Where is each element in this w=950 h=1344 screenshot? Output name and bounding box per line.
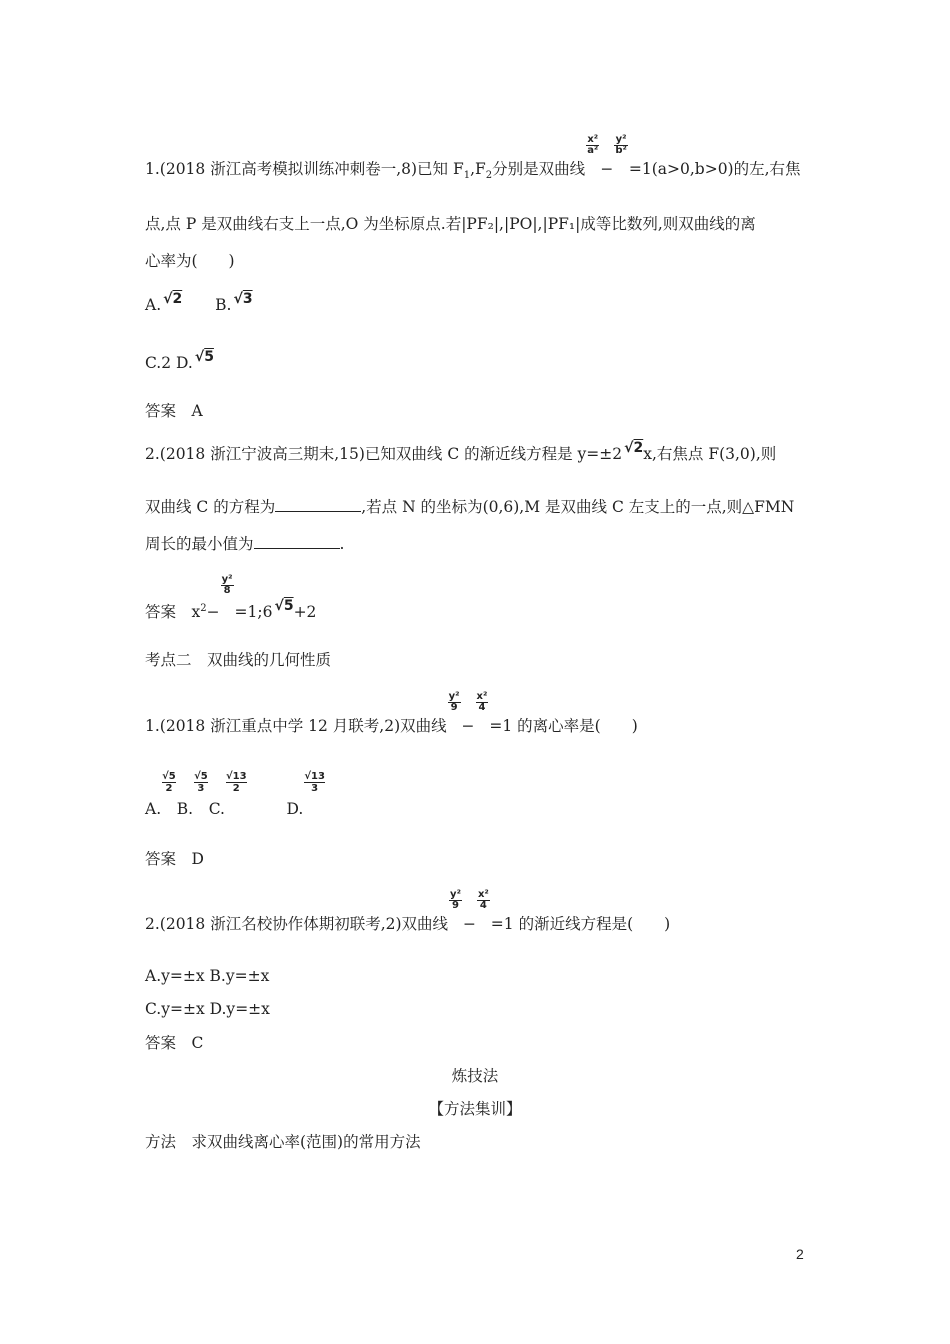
- fill-blank: [254, 534, 340, 549]
- q3-answer: 答案 D: [145, 850, 204, 868]
- q2-line3: 周长的最小值为 .: [145, 535, 345, 553]
- q2-line1: 2.(2018 浙江宁波高三期末,15)已知双曲线 C 的渐近线方程是 y=±2 √2x,右焦点 F(3,0),则: [145, 440, 777, 463]
- fraction-option-c: $\frac{√13}{2}$: [225, 771, 247, 794]
- fraction-x2-4: $\frac{\text{x²}}{4}$: [476, 691, 488, 713]
- heading-center: 炼技法: [451, 1067, 499, 1085]
- q4-options-cd: C.y=±x D.y=±x: [145, 1000, 270, 1018]
- fraction-option-d: $\frac{√13}{3}$: [304, 771, 325, 794]
- fraction-option-b: $\frac{√5}{3}$: [194, 771, 208, 794]
- heading-sub: 【方法集训】: [428, 1100, 522, 1118]
- q4-options-ab: A.y=±x B.y=±x: [145, 967, 270, 985]
- sqrt-symbol: √2: [624, 440, 644, 456]
- q4-answer: 答案 C: [145, 1034, 204, 1052]
- fraction-x2-a2: $\frac{\text{x²}}{\text{a²}}$: [587, 134, 599, 156]
- fraction-y2-b2: $\frac{\text{y²}}{\text{b²}}$: [615, 134, 627, 156]
- q3-line: 1.(2018 浙江重点中学 12 月联考,2)双曲线 $\frac{\text{y²}}{9}$ − $\frac{\text{x²}}{4}$ =1 的离心率是( ): [145, 691, 638, 735]
- q4-line: 2.(2018 浙江名校协作体期初联考,2)双曲线 $\frac{\text{y²}}{9}$ − $\frac{\text{x²}}{4}$ =1 的渐近线方程是( ): [145, 889, 671, 933]
- q1-options-cd: C.2 D. √5: [145, 349, 214, 372]
- fraction-x2-4: $\frac{\text{x²}}{4}$: [477, 889, 489, 911]
- sqrt-symbol: √5: [274, 598, 294, 615]
- sqrt-symbol: √3: [233, 291, 253, 307]
- page-number: 2: [796, 1246, 804, 1262]
- section-heading: 考点二 双曲线的几何性质: [145, 651, 332, 669]
- fraction-y2-9: $\frac{\text{y²}}{9}$: [448, 691, 460, 713]
- method-line: 方法 求双曲线离心率(范围)的常用方法: [145, 1133, 421, 1151]
- q1-options-ab: A. √2 B. √3: [145, 291, 253, 314]
- fraction-y2-8: $\frac{\text{y²}}{8}$: [221, 574, 233, 596]
- q1-line2: 点,点 P 是双曲线右支上一点,O 为坐标原点.若|PF₂|,|PO|,|PF₁|成等比数列,则双曲线的离: [145, 215, 756, 233]
- fraction-y2-9: $\frac{\text{y²}}{9}$: [450, 889, 461, 911]
- q1-answer: 答案 A: [145, 402, 203, 420]
- q3-options: A. $\frac{√5}{2}B$. $\frac{√5}{3}C$. $\frac{√13}{2} D$. $\frac{√13}{3}$: [145, 771, 325, 818]
- q2-line2: 双曲线 C 的方程为 ,若点 N 的坐标为(0,6),M 是双曲线 C 左支上的一点,则△FMN: [145, 498, 795, 516]
- sqrt-symbol: √2: [163, 291, 183, 307]
- q2-answer: 答案 $x^2-$ $\frac{\text{y²}}{8}$ =1;6 √5+2: [145, 574, 317, 622]
- q1-line3: 心率为( ): [145, 252, 235, 270]
- sqrt-symbol: √5: [194, 349, 214, 365]
- q1-line1: 1.(2018 浙江高考模拟训练冲刺卷一,8)已知 $F_1,F_2$分别是双曲线 $\frac{\text{x²}}{\text{a²}}$ − $\frac{\text{y²}}{\text{b²}}$ =1(a>0,b>0)的左,右焦: [145, 134, 801, 182]
- fraction-option-a: $\frac{√5}{2}$: [162, 771, 176, 794]
- fill-blank: [275, 497, 361, 512]
